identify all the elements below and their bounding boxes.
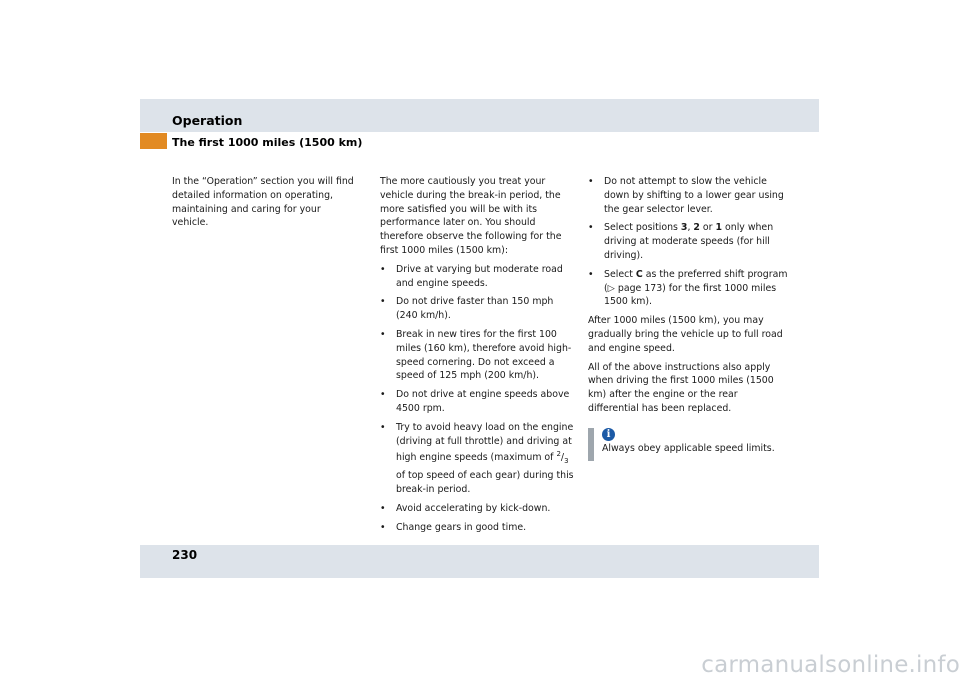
bullet-icon: •: [380, 502, 386, 514]
note-text: Always obey applicable speed limits.: [602, 442, 775, 454]
subsection-title: The first 1000 miles (1500 km): [172, 136, 363, 149]
after-break-in-paragraph: After 1000 miles (1500 km), you may gradually bring the vehicle up to full road and engine speed.: [588, 315, 783, 354]
bullet-icon: •: [380, 389, 386, 401]
bullet-icon: •: [380, 296, 386, 308]
section-title: Operation: [172, 113, 243, 128]
bullet-icon: •: [380, 328, 386, 340]
list-item: • Select C as the preferred shift program (▷ page 173) for the first 1000 miles 1500 km).: [588, 268, 788, 308]
list-item: • Do not attempt to slow the vehicle down by shifting to a lower gear using the gear selector lever.: [588, 176, 784, 215]
page-number: 230: [172, 548, 198, 562]
footer-band: [140, 545, 819, 578]
section-marker: [140, 133, 167, 149]
bullet-icon: •: [380, 421, 386, 433]
page-ref-arrow-icon: ▷: [607, 282, 615, 294]
watermark: carmanualsonline.info: [701, 652, 960, 678]
info-icon: i: [602, 428, 615, 441]
list-item: • Try to avoid heavy load on the engine (driving at full throttle) and driving at high engine speeds (maximum of $^2/_3$ of top speed of each gear) during this break-in period.: [380, 421, 574, 495]
list-item: • Avoid accelerating by kick-down.: [380, 502, 551, 514]
intro-paragraph: In the “Operation” section you will find detailed information on operating, maintaining and caring for your vehicle.: [172, 176, 354, 229]
break-in-intro: The more cautiously you treat your vehicle during the break-in period, the more satisfied you will be with its performance later on. You should therefore observe the following for the first 1000 miles (1500 km):: [380, 176, 562, 256]
bullet-icon: •: [380, 521, 386, 533]
list-item: • Do not drive at engine speeds above 4500 rpm.: [380, 389, 570, 414]
column-1: [172, 175, 357, 235]
replacement-paragraph: All of the above instructions also apply when driving the first 1000 miles (1500 km) after the engine or the rear differential has been replaced.: [588, 361, 774, 414]
bullet-icon: •: [588, 176, 594, 187]
info-note: [588, 428, 788, 461]
list-item: • Select positions 3, 2 or 1 only when driving at moderate speeds (for hill driving).: [588, 222, 774, 261]
break-in-list: [380, 263, 576, 535]
list-item: • Change gears in good time.: [380, 521, 527, 533]
column-3: [588, 175, 788, 461]
two-thirds-fraction: $^2/_3$: [556, 450, 569, 466]
bullet-icon: •: [588, 222, 594, 234]
shift-list: [588, 175, 788, 309]
list-item: • Drive at varying but moderate road and engine speeds.: [380, 263, 563, 289]
note-bar: [588, 428, 594, 461]
column-2: [380, 175, 576, 539]
list-item: • Break in new tires for the first 100 miles (160 km), therefore avoid high-speed cornering. Do not exceed a speed of 125 mph (200 km/h).: [380, 328, 572, 382]
bullet-icon: •: [588, 268, 594, 280]
list-item: • Do not drive faster than 150 mph (240 km/h).: [380, 296, 554, 322]
bullet-icon: •: [380, 263, 386, 275]
